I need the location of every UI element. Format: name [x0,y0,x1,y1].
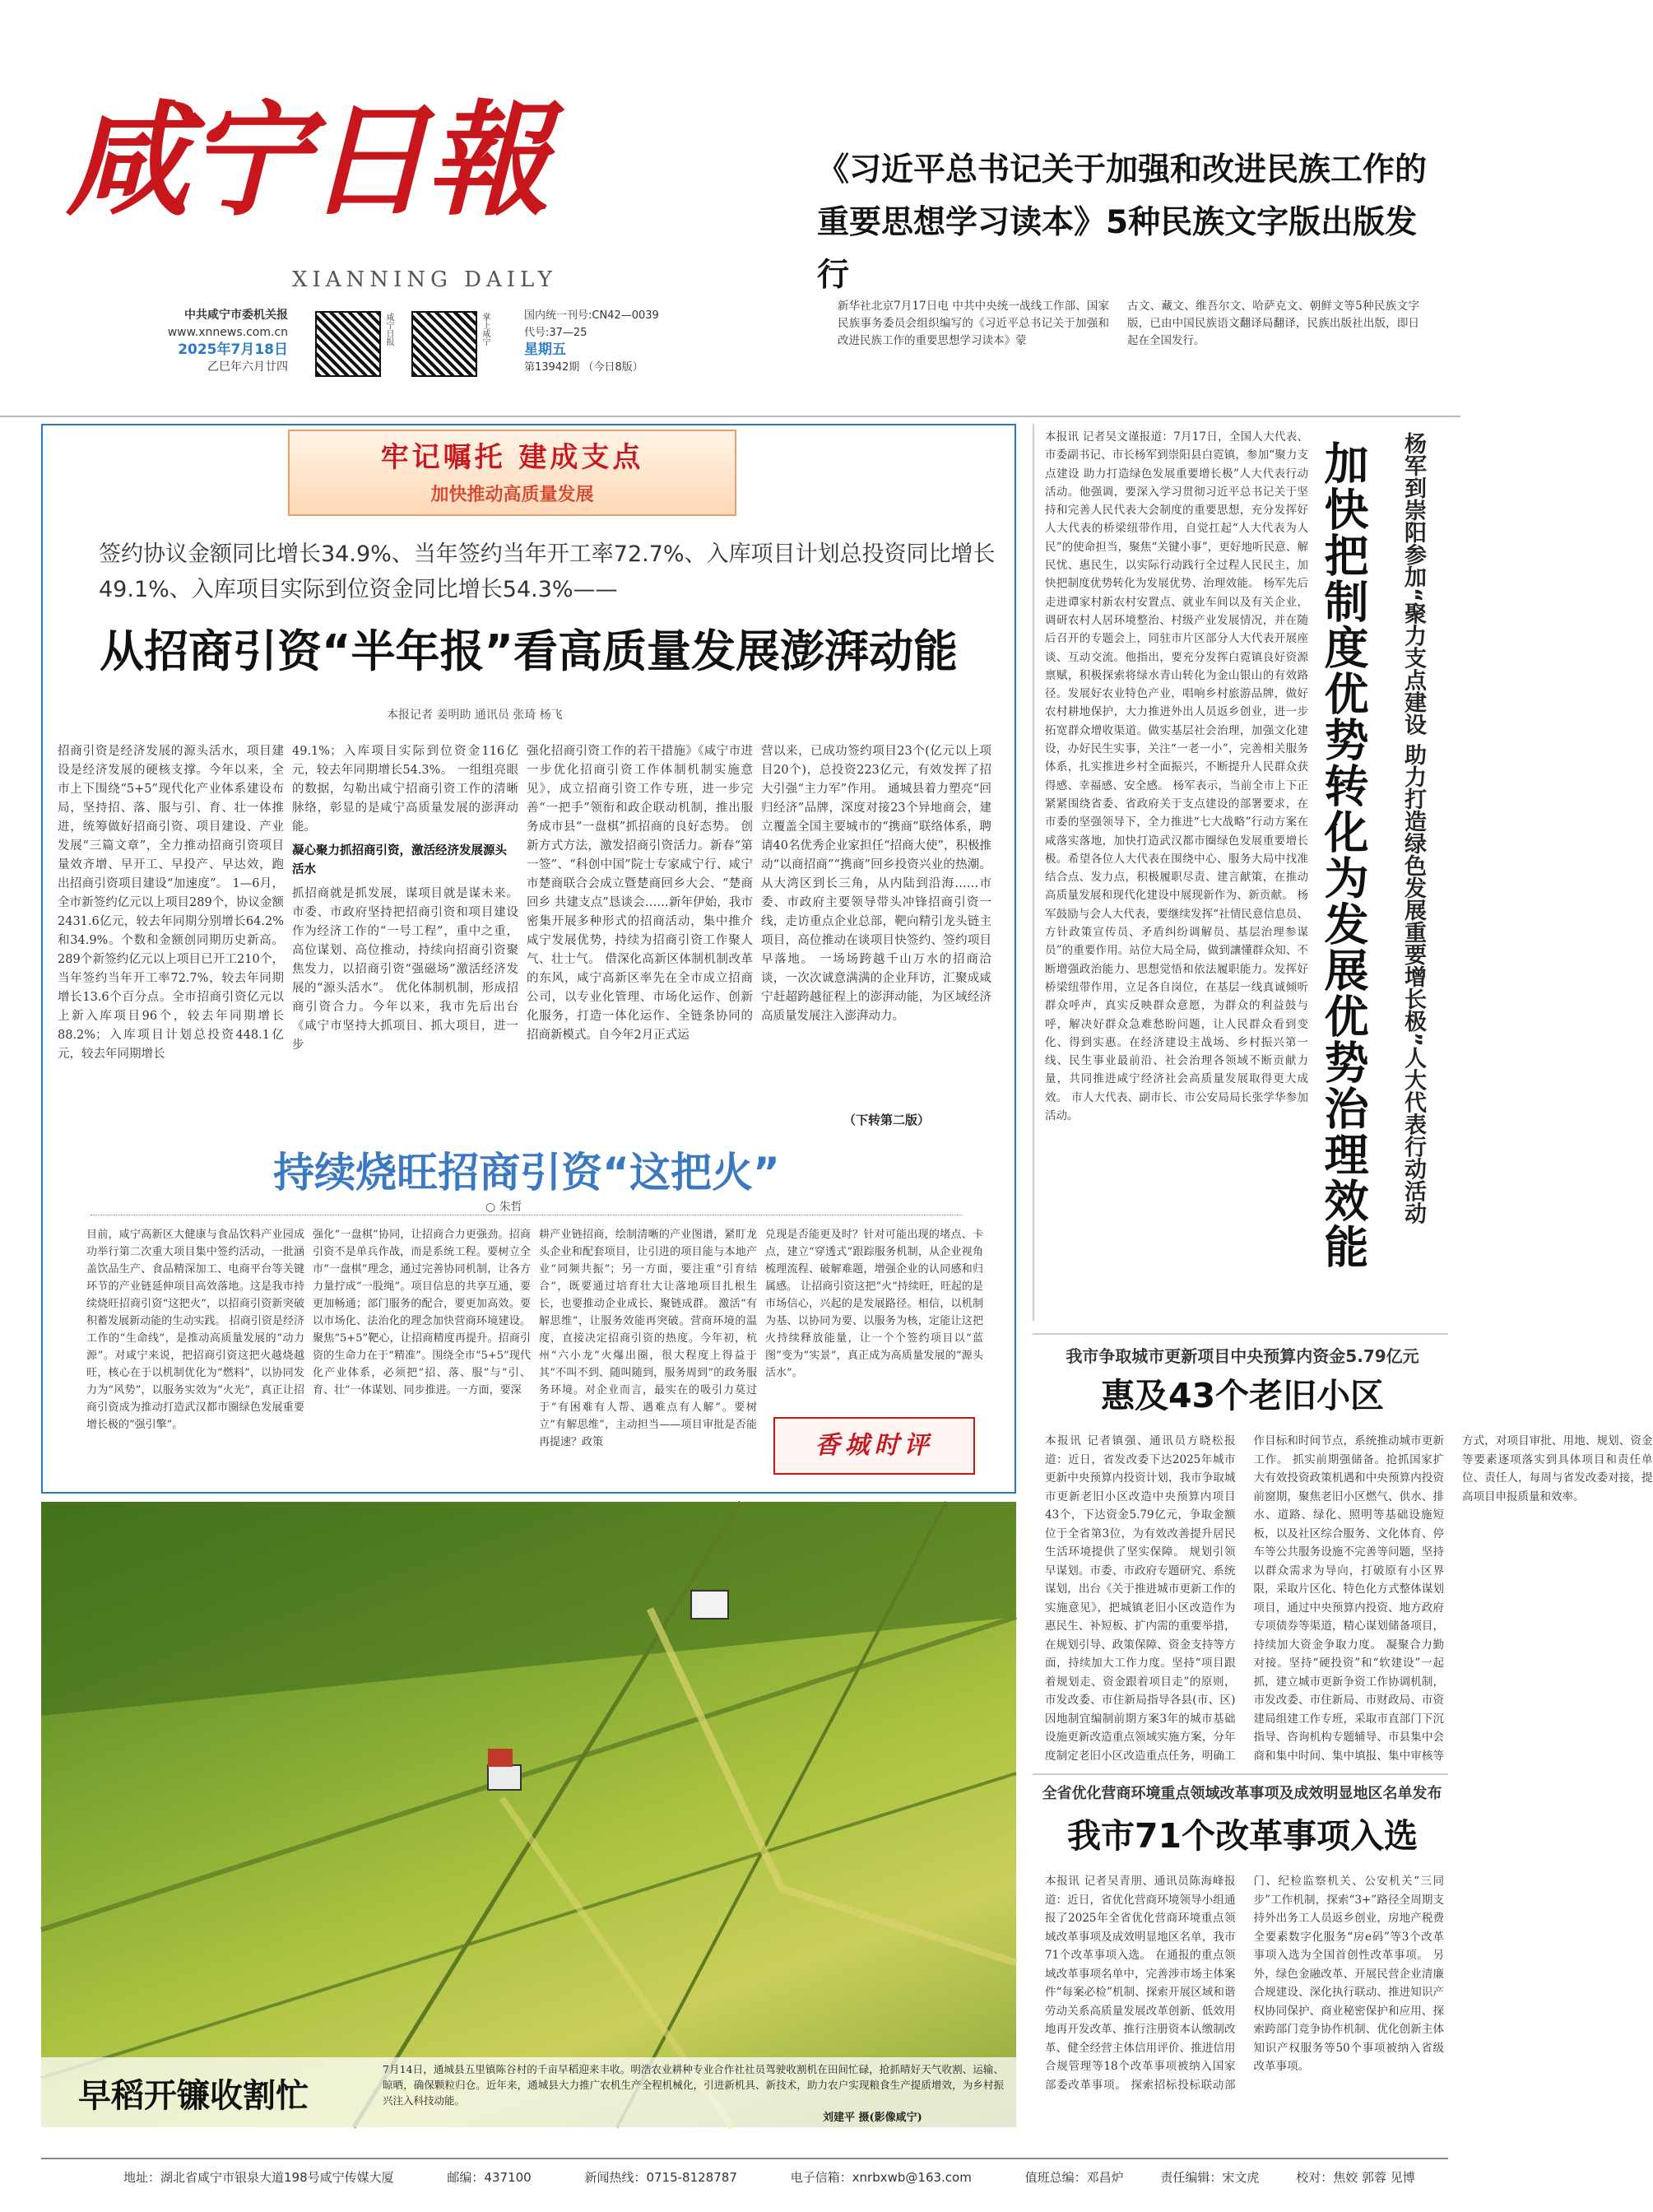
commentary-col-1: 目前，咸宁高新区大健康与食品饮料产业园成功举行第二次重大项目集中签约活动，一批涵盖饮品生产、食品精深加工、电商平台等关键环节的产业链延伸项目高效落地。这是我市持续烧旺招商引资“这把火”，以招商引资新突破积蓄发展新动能的生动实践。 招商引资是经济工作的“生命线”，是推动高质量发展的“动力源”。对咸宁来说，把招商引资这把火越烧越旺，核心在于以机制优化为“燃料”，以协同发力为“风势”，以服务实效为“火光”，真正让招商引资成为推动打造武汉都市圈绿色发展重要增长极的“强引擎”。 [86,1229,304,1431]
qr-label-app: 掌上咸宁 [481,313,490,346]
top-story-body-right: 古文、藏文、维吾尔文、哈萨克文、朝鲜文等5种民族文字版，已由中国民族语文翻译局翻译，民族出版社出版，即日起在全国发行。 [1127,300,1419,347]
divider-2 [1033,1333,1448,1335]
footer-rule [41,2158,1448,2159]
date: 2025年7月18日 [178,342,288,358]
footer-email[interactable]: 电子信箱：xnrbxwb@163.com [790,2170,972,2185]
lead-subheading: 凝心聚力抓招商引资，激活经济发展源头活水 [292,844,507,876]
lead-col-1: 招商引资是经济发展的源头活水，项目建设是经济发展的硬核支撑。今年以来，全市上下围绕“5+5”现代化产业体系建设布局，坚持招、落、服与引、育、壮一体推进，统筹做好招商引资、项目建设、产业发展“三篇文章”，全力推动招商引资项目量效齐增、早开工、早投产、早达效，跑出招商引资项目建设“加速度”。 1—6月，全市新签约亿元以上项目289个，协议金额2431.6亿元，较去年同期分别增长64.2%和34.9%。个数和金额创同期历史新高。289个新签约亿元以上项目已开工210个，当年签约当年开工率72.7%，较去年同期增长13.6个百分点。全市招商引资亿元以上新入库项目96个，较去年同期增长88.2%；入库项目计划总投资448.1亿元，较去年同期增长 [58,745,284,1061]
side2-headline[interactable]: 惠及43个老旧小区 [1100,1376,1385,1415]
masthead-meta [140,307,288,376]
side3-headline[interactable]: 我市71个改革事项入选 [1066,1816,1419,1856]
footer-hotline: 新闻热线：0715-8128787 [584,2170,737,2185]
side3-body: 本报讯 记者吴青朋、通讯员陈海峰报道：近日，省优化营商环境领导小组通报了2025年全省优化营商环境重点领域改革事项及成效明显地区名单，我市71个改革事项入选。 在通报的重点领域改革事项名单中，完善涉市场主体案件“每案必检”机制、探索开展区域和谐劳动关系高质量发展改革创新、低效用地再开发改革、推行注册资本认缴制改革、健全经营主体信用评价、推进信用合规管理等18个改革事项被纳入国家部委改革事项。 探索招标投标联动部门、纪检监察机关、公安机关“三同步”工作机制，探索“3+”路径全周期支持外出务工人员返乡创业，房地产税费全要素数字化服务“房e码”等3个改革事项入选为全国首创性改革事项。 另外，绿色金融改革、开展民营企业清廉合规建设、深化执行联动、推进知识产权协同保护、商业秘密保护和应用、探索跨部门竞争协作机制、优化创新主体知识产权服务等50个事项被纳入省级改革事项。 [1045,1875,1444,2092]
lead-headline[interactable]: 从招商引资“半年报”看高质量发展澎湃动能 [100,625,958,677]
footer-postcode: 邮编：437100 [447,2170,532,2185]
commentary-col-4: 兑现是否能更及时？针对可能出现的堵点、卡点，建立“穿透式”跟踪服务机制，从企业视角梳理流程、破解难题，增强企业的认同感和归属感。 让招商引资这把“火”持续旺，旺起的是市场信心，兴起的是发展路径。相信，以机制为基、以协同为要、以服务为核，定能让这把火持续释放能量，让一个个签约项目以“蓝图”变为“实景”，真正成为高质量发展的“源头活水”。 [765,1229,983,1379]
side2-body: 本报讯 记者镇强、通讯员方晓松报道：近日，省发改委下达2025年城市更新中央预算内投资计划，我市争取城市更新老旧小区改造中央预算内项目43个，下达资金5.79亿元，争取金额位于全省第3位，为有效改善提升居民生活环境提供了坚实保障。 规划引领早谋划。市委、市政府专题研究、系统谋划，出台《关于推进城市更新工作的实施意见》，把城镇老旧小区改造作为惠民生、补短板、扩内需的重要举措，在规划引导、政策保障、资金支持等方面，持续加大工作力度。坚持“项目跟着规划走、资金跟着项目走”的原则，市发改委、市住新局指导各县(市、区)因地制宜编制前期方案3年的城市基础设施更新改造重点领域实施方案，分年度制定老旧小区改造重点任务，明确工作目标和时间节点，系统推动城市更新工作。 抓实前期强储备。抢抓国家扩大有效投资政策机遇和中央预算内投资前窗期，聚焦老旧小区燃气、供水、排水、道路、绿化、照明等基础设施短板，以及社区综合服务、文化体育、停车等公共服务设施不完善等问题，坚持以群众需求为导向，打破原有小区界限，采取片区化、特色化方式整体谋划项目，通过中央预算内投资、地方政府专项债券等渠道，精心谋划储备项目，持续加大资金争取力度。 凝聚合力勤对接。坚持“硬投资”和“软建设”一起抓，建立城市更新争资工作协调机制，市发改委、市住新局、市财政局、市资建局组建工作专班，采取市直部门下沉指导、咨询机构专题辅导、市县集中会商和集中时间、集中填报、集中审核等方式，对项目审批、用地、规划、资金等要素逐项落实到具体项目和责任单位、责任人，每周与省发改委对接，提高项目申报质量和效率。 [1045,1434,1653,1763]
side1-headline[interactable]: 加快把制度优势转化为发展优势治理效能 [1317,440,1369,1270]
top-headline-line2: 重要思想学习读本》5种民族文字版出版发行 [817,204,1418,294]
continued-note: （下转第二版） [843,1113,931,1127]
lunar-date: 乙巳年六月廿四 [207,360,288,374]
photo-credit: 刘建平 摄(影像咸宁) [823,2112,922,2124]
issue-number: 第13942期 （今日8版） [524,361,643,374]
masthead-english: XIANNING DAILY [292,267,557,292]
footer-address: 地址：湖北省咸宁市银泉大道198号咸宁传媒大厦 [123,2170,394,2185]
lead-col-3: 强化招商引资工作的若干措施》《咸宁市进一步优化招商引资工作体制机制实施意见》，成立招商引资工作专班，进一步完善“一把手”领衔和政企联动机制，推出服务成市县“一盘棋”抓招商的良好态势。 创新方式方法，激发招商引资活力。新春“第一签”、“科创中国”院士专家咸宁行、咸宁市楚商联合会成立暨楚商回乡大会、“楚商回乡 共建支点”恳谈会……新年伊始，我市密集开展多种形式的招商活动，集中推介咸宁发展优势，持续为招商引资工作聚人气、壮士气。 借深化高新区体制机制改革的东风，咸宁高新区率先在全市成立招商公司，以专业化管理、市场化运作、创新化服务，打造一体化运作、全链条协同的招商新模式。自今年2月正式运 [527,745,753,1042]
side3-kicker: 全省优化营商环境重点领域改革事项及成效明显地区名单发布 [1042,1785,1442,1802]
masthead-title: 咸宁日報 [66,88,547,233]
footer [123,2168,1415,2186]
divider-3 [1033,1773,1448,1775]
lead-col-2-intro: 49.1%；入库项目实际到位资金116亿元，较去年同期增长54.3%。 一组组亮眼的数据，勾勒出咸宁招商引资工作的清晰脉络，彰显的是咸宁高质量发展的澎湃动能。 [292,745,518,834]
top-story-headline[interactable] [817,144,1442,302]
qr-code-daily[interactable] [315,311,381,377]
commentary-badge: 香城时评 [773,1417,975,1475]
rice-harvest-photo[interactable] [41,1502,1016,2127]
footer-duty-editor: 值班总编：邓昌炉 [1024,2170,1124,2185]
masthead-divider [0,416,1460,417]
weekday: 星期五 [524,342,566,358]
commentary-headline[interactable]: 持续烧旺招商引资“这把火” [273,1149,780,1197]
postal-code: 代号:37—25 [524,327,587,339]
qr-code-app[interactable] [411,311,477,377]
lead-byline: 本报记者 姜明助 通讯员 张琦 杨飞 [387,709,563,722]
photo-title: 早稻开镰收割忙 [78,2077,309,2115]
lead-col-2 [292,742,518,1129]
commentary-col-2: 强化“一盘棋”协同，让招商合力更强劲。招商引资不是单兵作战，而是系统工程。要树立全市“一盘棋”理念，通过完善协同机制，让各方力量拧成“一股绳”。项目信息的共享互通，要更加畅通；部门服务的配合，要更加高效。要以市场化、法治化的理念加快营商环境建设。 聚焦“5+5”靶心，让招商精度再提升。招商引资的生命力在于“精准”。围绕全市“5+5”现代化产业体系，必须把“招、落、服”与“引、育、壮”一体谋划、同步推进。一方面，要深 [313,1229,531,1396]
side1-body: 本报讯 记者吴文谨报道：7月17日，全国人大代表、市委副书记、市长杨军到崇阳县白霓镇，参加“聚力支点建设 助力打造绿色发展重要增长极”人大代表行动活动。他强调，要深入学习贯彻习近平总书记关于坚持和完善人民代表大会制度的重要思想，充分发挥好人大代表的桥梁纽带作用，自觉扛起“人大代表为人民”的使命担当，聚焦“关键小事”，更好地听民意、解民忧、惠民生，以实际行动践行全过程人民民主，加快把制度优势转化为发展优势、治理效能。 杨军先后走进谭家村新农村安置点、就业车间以及有关企业，调研农村人居环境整治、村级产业发展情况，并在随后召开的专题会上，同驻市片区部分人大代表开展座谈、互动交流。他指出，要充分发挥白霓镇良好资源禀赋，积极探索将绿水青山转化为金山银山的有效路径。发展好农业特色产业，唱响乡村旅游品牌，做好农村耕地保护，大力推进外出人员返乡创业，进一步拓宽群众增收渠道。做实基层社会治理，加强文化建设，办好民生实事，关注“一老一小”，完善相关服务体系，扎实推进乡村全面振兴，不断提升人民群众获得感、幸福感、安全感。 杨军表示，当前全市上下正紧紧围绕省委、省政府关于支点建设的部署要求，在市委的坚强领导下，全力推进“七大战略”行动方案在咸落实落地，加快打造武汉都市圈绿色发展重要增长极。希望各位人大代表在围绕中心、服务大局中找准结合点、发力点，积极履职尽责、建言献策，在推动高质量发展和现代化建设中展现新作为、新贡献。 杨军鼓励与会人大代表，要继续发挥“社情民意信息员、方针政策宣传员、矛盾纠纷调解员、基层治理参谋员”的重要作用。站位大局全局，做到讓懂群众知、不断增强政治能力、思想觉悟和依法履职能力。发挥好桥梁纽带作用，立足各自岗位，在基层一线真诚倾听群众呼声，真实反映群众意愿，为群众的利益鼓与呼，解决好群众急难愁盼问题，让人民群众看到变化、得到实惠。在经济建设主战场、乡村振兴第一线、民生事业最前沿、社会治理各领域不断贡献力量，共同推进咸宁经济社会高质量发展取得更大成效。 市人大代表、副市长、市公安局局长张学华参加活动。 [1045,430,1308,1122]
banner-line2: 加快推动高质量发展 [430,484,594,505]
footer-editor: 责任编辑：宋文虎 [1160,2170,1260,2185]
website[interactable]: www.xnnews.com.cn [167,326,288,339]
side1-kicker: 杨军到崇阳参加“聚力支点建设 助力打造绿色发展重要增长极”人大代表行动活动 [1400,432,1426,1224]
lead-banner [288,430,736,516]
commentary-col-3: 耕产业链招商，绘制清晰的产业图谱，紧盯龙头企业和配套项目，让引进的项目能与本地产业“同频共振”；另一方面，要注重“引育结合”，既要通过培育壮大让落地项目扎根生长，也要推动企业成长、聚链成群。 激活“有解思维”，让服务效能再突破。营商环境的温度，直接决定招商引资的热度。今年初，杭州“六小龙”火爆出圈，很大程度上得益于其“不叫不到、随叫随到，服务周到”的政务服务环境。对企业而言，最实在的吸引力莫过于“有困难有人帮、遇难点有人解”。要树立“有解思维”，主动担当——项目审批是否能再提速？政策 [539,1229,757,1448]
issn: 国内统一刊号:CN42—0039 [524,309,659,322]
lead-subhead: 签约协议金额同比增长34.9%、当年签约当年开工率72.7%、入库项目计划总投资同比增长49.1%、入库项目实际到位资金同比增长54.3%—— [99,541,996,602]
banner-line1: 牢记嘱托 建成支点 [380,441,644,474]
field-illustration [41,1502,1016,2127]
qr-label-daily: 咸宁日报 [384,313,393,346]
lead-col-4: 营以来，已成功签约项目23个(亿元以上项目20个)，总投资223亿元，有效发挥了招大引强“主力军”作用。 通城县着力塑亮“回归经济”品牌，深度对接23个异地商会，建立覆盖全国主要城市的“携商”联络体系，聘请40名优秀企业家担任“招商大使”，积极推动“以商招商”“携商”回乡投资兴业的热潮。 从大湾区到长三角，从内陆到沿海……市委、市政府主要领导带头冲锋招商引资一线，走访重点企业总部，靶向精引龙头链主项目，高位推动在谈项目快签约、签约项目早落地。 一场场跨越千山万水的招商洽谈，一次次诚意满满的企业拜访，汇聚成咸宁赶超跨越征程上的澎湃动能，为区域经济高质量发展注入澎湃动力。 [761,745,991,1023]
top-headline-line1: 《习近平总书记关于加强和改进民族工作的 [817,151,1428,188]
lead-col-2-body: 抓招商就是抓发展，谋项目就是谋未来。 市委、市政府坚持把招商引资和项目建设作为经济工作的“一号工程”，重中之重，高位谋划、高位推动，持续向招商引资聚焦发力，以招商引资“强磁场”激活经济发展的“源头活水”。 优化体制机制，形成招商引资合力。今年以来，我市先后出台《咸宁市坚持大抓项目、抓大项目，进一步 [292,887,518,1052]
column-divider [1033,424,1034,1321]
side2-kicker: 我市争取城市更新项目中央预算内资金5.79亿元 [1066,1346,1419,1366]
top-story-body-left: 新华社北京7月17日电 中共中央统一战线工作部、国家民族事务委员会组织编写的《习近平总书记关于加强和改进民族工作的重要思想学习读本》蒙 [838,300,1109,347]
photo-caption: 7月14日，通城县五里镇陈谷村的千亩早稻迎来丰收。明浩农业耕种专业合作社社员驾驶收割机在田间忙碌，抢抓晴好天气收割、运输、晾晒，确保颗粒归仓。近年来，通城县大力推广农机生产全程机械化，引进新机具、新技术，助力农户实现粮食生产提质增效，为乡村振兴注入科技动能。 [383,2063,1004,2107]
commentary-author: ○ 朱哲 [485,1201,522,1214]
org-name: 中共咸宁市委机关报 [184,309,288,322]
issue-meta [524,307,659,376]
footer-proof: 校对：焦姣 郭蓉 见博 [1296,2170,1415,2185]
